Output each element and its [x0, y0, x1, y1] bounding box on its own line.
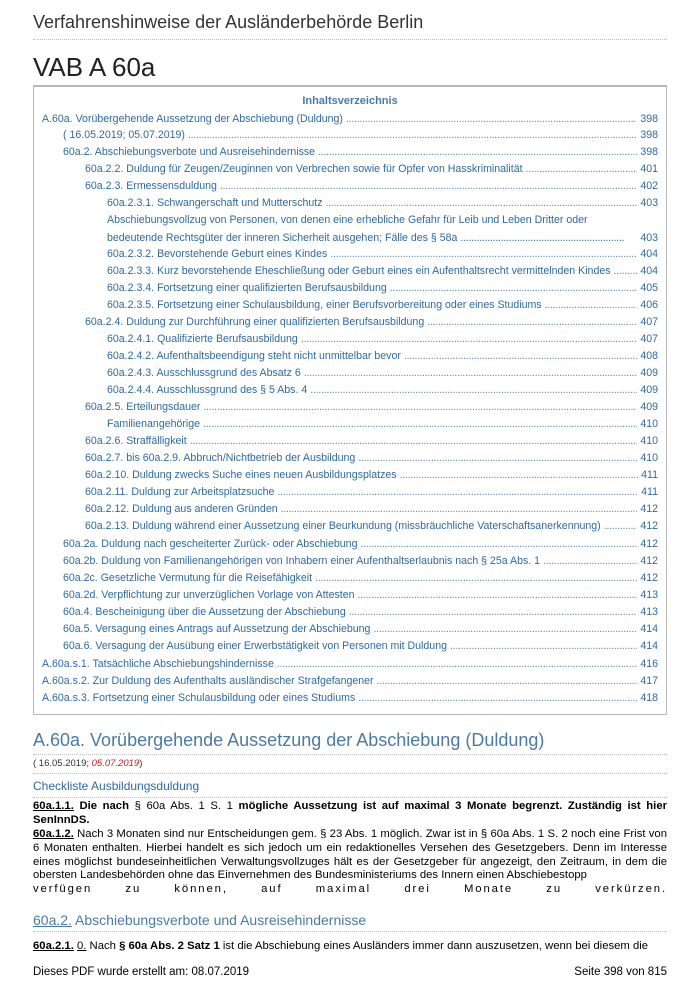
toc-entry-text: 60a.2.6. Straffälligkeit: [85, 435, 187, 447]
toc-leader-dots: [614, 265, 638, 278]
toc-entry-text: 60a.5. Versagung eines Antrags auf Aussetzung der Abschiebung: [63, 623, 371, 635]
toc-leader-dots: . . . . . . . . . . . . . . . . . . . . . . . . . . . . . . . . . . . . . . . . . . . . . . . . . . . . . . . . . . . . .: [460, 231, 623, 244]
toc-leader-dots: [346, 113, 637, 126]
toc-page-number: 418: [640, 692, 658, 704]
toc-entry[interactable]: [34, 503, 666, 516]
toc-page-number: 412: [640, 572, 658, 584]
p2-last-line: verfügen zu können, auf maximal drei Monate zu verkürzen.: [33, 883, 667, 896]
toc-entry-text: A.60a. Vorübergehende Aussetzung der Abschiebung (Duldung): [42, 113, 343, 125]
toc-page-number: 413: [640, 606, 658, 618]
toc-leader-dots: [543, 555, 637, 568]
toc-entry[interactable]: [34, 692, 666, 705]
checklist-link[interactable]: Checkliste Ausbildungsduldung: [33, 779, 667, 798]
toc-leader-dots: [277, 658, 637, 671]
toc-entry[interactable]: [34, 282, 666, 295]
toc-entry-text: 60a.2d. Verpflichtung zur unverzüglichen Vorlage von Attesten: [63, 589, 355, 601]
toc-leader-dots: [358, 589, 638, 602]
toc-leader-dots: [526, 163, 638, 176]
toc-leader-dots: [326, 197, 638, 210]
section-date: [33, 758, 667, 774]
p3-law-ref: § 60a Abs. 2 Satz 1: [119, 940, 220, 952]
toc-entry-text: 60a.2.3.5. Fortsetzung einer Schulausbildung, einer Berufsvorbereitung oder eines Studiums: [107, 299, 542, 311]
toc-page-number: 408: [640, 350, 658, 362]
toc-entry-text: 60a.2.2. Duldung für Zeugen/Zeuginnen von Verbrechen sowie für Opfer von Hasskriminalität: [85, 163, 523, 175]
toc-entry-text: 60a.2a. Duldung nach gescheiterter Zurück- oder Abschiebung: [63, 538, 358, 550]
toc-entry[interactable]: [34, 469, 666, 482]
toc-entry[interactable]: [34, 163, 666, 176]
toc-entry[interactable]: [34, 675, 666, 688]
toc-entry[interactable]: [34, 333, 666, 346]
toc-page-number: 407: [640, 316, 658, 328]
toc-page-number: 407: [640, 333, 658, 345]
toc-entry-text: 60a.6. Versagung der Ausübung einer Erwerbstätigkeit von Personen mit Duldung: [63, 640, 447, 652]
toc-entry-text: 60a.2.5. Erteilungsdauer: [85, 401, 201, 413]
toc-leader-dots: [400, 469, 639, 482]
toc-page-number: 404: [640, 265, 658, 277]
document-title: VAB A 60a: [33, 52, 156, 82]
toc-entry[interactable]: [34, 384, 666, 397]
toc-page-number: 417: [640, 675, 658, 687]
toc-leader-dots: [404, 350, 637, 363]
toc-entry[interactable]: [34, 299, 666, 312]
p1-a: Die nach: [73, 800, 135, 812]
toc-page-number: 412: [640, 520, 658, 532]
toc-leader-dots: [390, 282, 638, 295]
toc-page-number: 416: [640, 658, 658, 670]
toc-entry-text: 60a.2.4.2. Aufenthaltsbeendigung steht nicht unmittelbar bevor: [107, 350, 401, 362]
toc-entry[interactable]: [34, 350, 666, 363]
toc-page-number: 406: [640, 299, 658, 311]
toc-entry[interactable]: [34, 658, 666, 671]
toc-entry[interactable]: [34, 555, 666, 568]
toc-entry-text-cont: bedeutende Rechtsgüter der inneren Sicherheit ausgehen; Fälle des § 58a: [107, 231, 458, 244]
toc-entry-text: 60a.2.4.1. Qualifizierte Berufsausbildung: [107, 333, 298, 345]
footer-page: Seite 398 von 815: [574, 966, 667, 978]
toc-leader-dots: [377, 675, 638, 688]
toc-leader-dots: [190, 435, 638, 448]
toc-entry[interactable]: [34, 520, 666, 533]
toc-entry-text: 60a.2.3.3. Kurz bevorstehende Eheschließung oder Geburt eines ein Aufenthaltsrecht vermittelnden Kindes: [107, 265, 611, 277]
p3-a: Nach: [86, 940, 120, 952]
toc-page-number: 412: [640, 555, 658, 567]
toc-page-number: 410: [640, 452, 658, 464]
toc-entry[interactable]: [34, 265, 666, 278]
toc-entry-text: 60a.2c. Gesetzliche Vermutung für die Reisefähigkeit: [63, 572, 313, 584]
toc-entry-text: 60a.2.4.4. Ausschlussgrund des § 5 Abs. 4: [107, 384, 308, 396]
toc-entry[interactable]: [34, 418, 666, 431]
footer-created: Dieses PDF wurde erstellt am: 08.07.2019: [33, 966, 250, 978]
toc-leader-dots: [427, 316, 637, 329]
toc-entry-text: 60a.2b. Duldung von Familienangehörigen von Inhabern einer Aufenthaltserlaubnis nach § 25a Abs. 1: [63, 555, 541, 567]
toc-entry-text: 60a.2.4.3. Ausschlussgrund des Absatz 6: [107, 367, 301, 379]
table-of-contents: [33, 85, 667, 715]
toc-page-number: 413: [640, 589, 658, 601]
toc-entry-text: 60a.2.3.2. Bevorstehende Geburt eines Kindes: [107, 248, 328, 260]
toc-entry[interactable]: [34, 180, 666, 193]
toc-entry-text: 60a.2.10. Duldung zwecks Suche eines neuen Ausbildungsplatzes: [85, 469, 397, 481]
date-suffix: ): [139, 758, 143, 769]
toc-entry[interactable]: [34, 538, 666, 551]
subsection-number[interactable]: 60a.2.: [33, 912, 72, 928]
paragraph-zero-link[interactable]: 0.: [76, 940, 87, 952]
toc-entry[interactable]: [34, 640, 666, 653]
toc-page-number: 398: [640, 146, 658, 158]
toc-page-number: 398: [640, 113, 658, 125]
p2-text: Nach 3 Monaten sind nur Entscheidungen gem. § 23 Abs. 1 möglich. Zwar ist in § 60a Abs. 1 S. 2 noch eine Frist von 6 Monaten enthalten. Hierbei handelt es sich jedoch um ein redaktionelles Versehen des Gesetzgebers. Denn im Interesse eines möglichst bundeseinheitlichen Verwaltungsvollzuges hält es der Gesetzgeber für angezeigt, den Zeitraum, in dem die obersten Landesbehörden ohne das Einvernehmen des Bundesministeriums des Innern einen Abschiebestopp: [33, 828, 667, 882]
subsection-title: [33, 912, 667, 932]
toc-page-number: 411: [641, 486, 658, 498]
toc-entry[interactable]: [107, 212, 658, 247]
toc-leader-dots: [545, 299, 638, 312]
toc-leader-dots: [358, 692, 637, 705]
toc-entry[interactable]: [34, 486, 666, 499]
paragraph-number[interactable]: 60a.1.1.: [33, 800, 74, 812]
toc-leader-dots: [358, 452, 637, 465]
toc-page-number: 398: [640, 129, 658, 141]
p3-c: ist die Abschiebung eines Ausländers immer dann auszusetzen, wenn bei diesem die: [219, 940, 649, 952]
toc-page-number: 414: [640, 640, 658, 652]
date-prefix: ( 16.05.2019;: [33, 758, 92, 769]
toc-entry-text: 60a.2.3.1. Schwangerschaft und Mutterschutz: [107, 197, 323, 209]
p1-law-ref: § 60a Abs. 1 S. 1: [134, 800, 233, 812]
toc-entry[interactable]: [34, 129, 666, 142]
toc-leader-dots: [373, 623, 637, 636]
toc-entry-text: 60a.2.3.4. Fortsetzung einer qualifizierten Berufsausbildung: [107, 282, 387, 294]
toc-page-number: 409: [640, 401, 658, 413]
toc-entry-text: 60a.2.11. Duldung zur Arbeitsplatzsuche: [85, 486, 275, 498]
toc-entry[interactable]: [34, 623, 666, 636]
toc-leader-dots: [304, 367, 638, 380]
toc-entry[interactable]: [34, 401, 666, 414]
toc-entry-text: 60a.2.7. bis 60a.2.9. Abbruch/Nichtbetrieb der Ausbildung: [85, 452, 356, 464]
document-header: Verfahrenshinweise der Ausländerbehörde Berlin: [33, 12, 667, 40]
toc-entry[interactable]: [34, 316, 666, 329]
toc-entry-text: 60a.2.4. Duldung zur Durchführung einer qualifizierten Berufsausbildung: [85, 316, 425, 328]
p1-c: mögliche Aussetzung ist auf maximal 3 Monate begrenzt. Zuständig ist hier SenInnDS.: [33, 800, 667, 826]
toc-entry-text: 60a.2.12. Duldung aus anderen Gründen: [85, 503, 278, 515]
toc-leader-dots: [301, 333, 638, 346]
toc-entry-text: A.60a.s.2. Zur Duldung des Aufenthalts ausländischer Strafgefangener: [42, 675, 374, 687]
toc-entry-text: A.60a.s.1. Tatsächliche Abschiebungshindernisse: [42, 658, 274, 670]
toc-entry[interactable]: [34, 435, 666, 448]
paragraph-number[interactable]: 60a.1.2.: [33, 828, 74, 840]
paragraph-60a-1-1: [33, 800, 667, 828]
toc-leader-dots: [277, 486, 638, 499]
toc-page-number: 405: [640, 282, 658, 294]
toc-leader-dots: [330, 248, 637, 261]
toc-page-number: 411: [641, 469, 658, 481]
toc-entry-text: ( 16.05.2019; 05.07.2019): [63, 129, 185, 141]
toc-entry-text: 60a.2. Abschiebungsverbote und Ausreisehindernisse: [63, 146, 316, 158]
toc-leader-dots: [318, 146, 637, 159]
toc-leader-dots: [450, 640, 637, 653]
toc-entry[interactable]: [34, 589, 666, 602]
toc-entry[interactable]: [34, 113, 666, 126]
toc-entry[interactable]: [34, 606, 666, 619]
toc-title: Inhaltsverzeichnis: [302, 95, 398, 107]
toc-entry[interactable]: [34, 572, 666, 585]
toc-page-number: 412: [640, 538, 658, 550]
toc-entry-text: 60a.2.13. Duldung während einer Aussetzung einer Beurkundung (missbräuchliche Vaterschaftsanerkennung): [85, 520, 601, 532]
toc-entry[interactable]: [34, 197, 666, 210]
toc-leader-dots: [281, 503, 638, 516]
toc-page-number: 404: [640, 248, 658, 260]
toc-leader-dots: [604, 520, 638, 533]
toc-page-number: 410: [640, 435, 658, 447]
subsection-text: Abschiebungsverbote und Ausreisehindernisse: [71, 912, 367, 928]
toc-leader-dots: [310, 384, 637, 397]
toc-leader-dots: [315, 572, 637, 585]
date-updated: 05.07.2019: [91, 758, 140, 769]
toc-page-number: 409: [640, 384, 658, 396]
toc-leader-dots: [220, 180, 637, 193]
toc-entry[interactable]: [34, 367, 666, 380]
section-title: A.60a. Vorübergehende Aussetzung der Abschiebung (Duldung): [33, 730, 667, 755]
toc-entry-text: 60a.4. Bescheinigung über die Aussetzung der Abschiebung: [63, 606, 346, 618]
toc-page-number: 403: [640, 231, 658, 244]
paragraph-60a-2-1: [33, 940, 667, 954]
toc-page-number: 401: [640, 163, 658, 175]
toc-page-number: 412: [640, 503, 658, 515]
paragraph-60a-1-2: [33, 828, 667, 897]
toc-leader-dots: [349, 606, 638, 619]
toc-entry[interactable]: [34, 146, 666, 159]
toc-page-number: 414: [640, 623, 658, 635]
toc-entry-text: A.60a.s.3. Fortsetzung einer Schulausbildung oder eines Studiums: [42, 692, 356, 704]
toc-page-number: 410: [640, 418, 658, 430]
toc-page-number: 409: [640, 367, 658, 379]
toc-leader-dots: [360, 538, 637, 551]
toc-page-number: 403: [640, 197, 658, 209]
toc-entry-text: 60a.2.3. Ermessensduldung: [85, 180, 217, 192]
toc-leader-dots: [188, 129, 637, 142]
paragraph-number[interactable]: 60a.2.1.: [33, 940, 74, 952]
toc-entry-text: Abschiebungsvollzug von Personen, von denen eine erhebliche Gefahr für Leib und Leben Dritter oder: [107, 214, 588, 226]
toc-entry-text: Familienangehörige: [107, 418, 201, 430]
toc-leader-dots: [203, 418, 637, 431]
toc-entry[interactable]: [34, 248, 666, 261]
toc-page-number: 402: [640, 180, 658, 192]
toc-entry[interactable]: [34, 452, 666, 465]
toc-leader-dots: [203, 401, 637, 414]
